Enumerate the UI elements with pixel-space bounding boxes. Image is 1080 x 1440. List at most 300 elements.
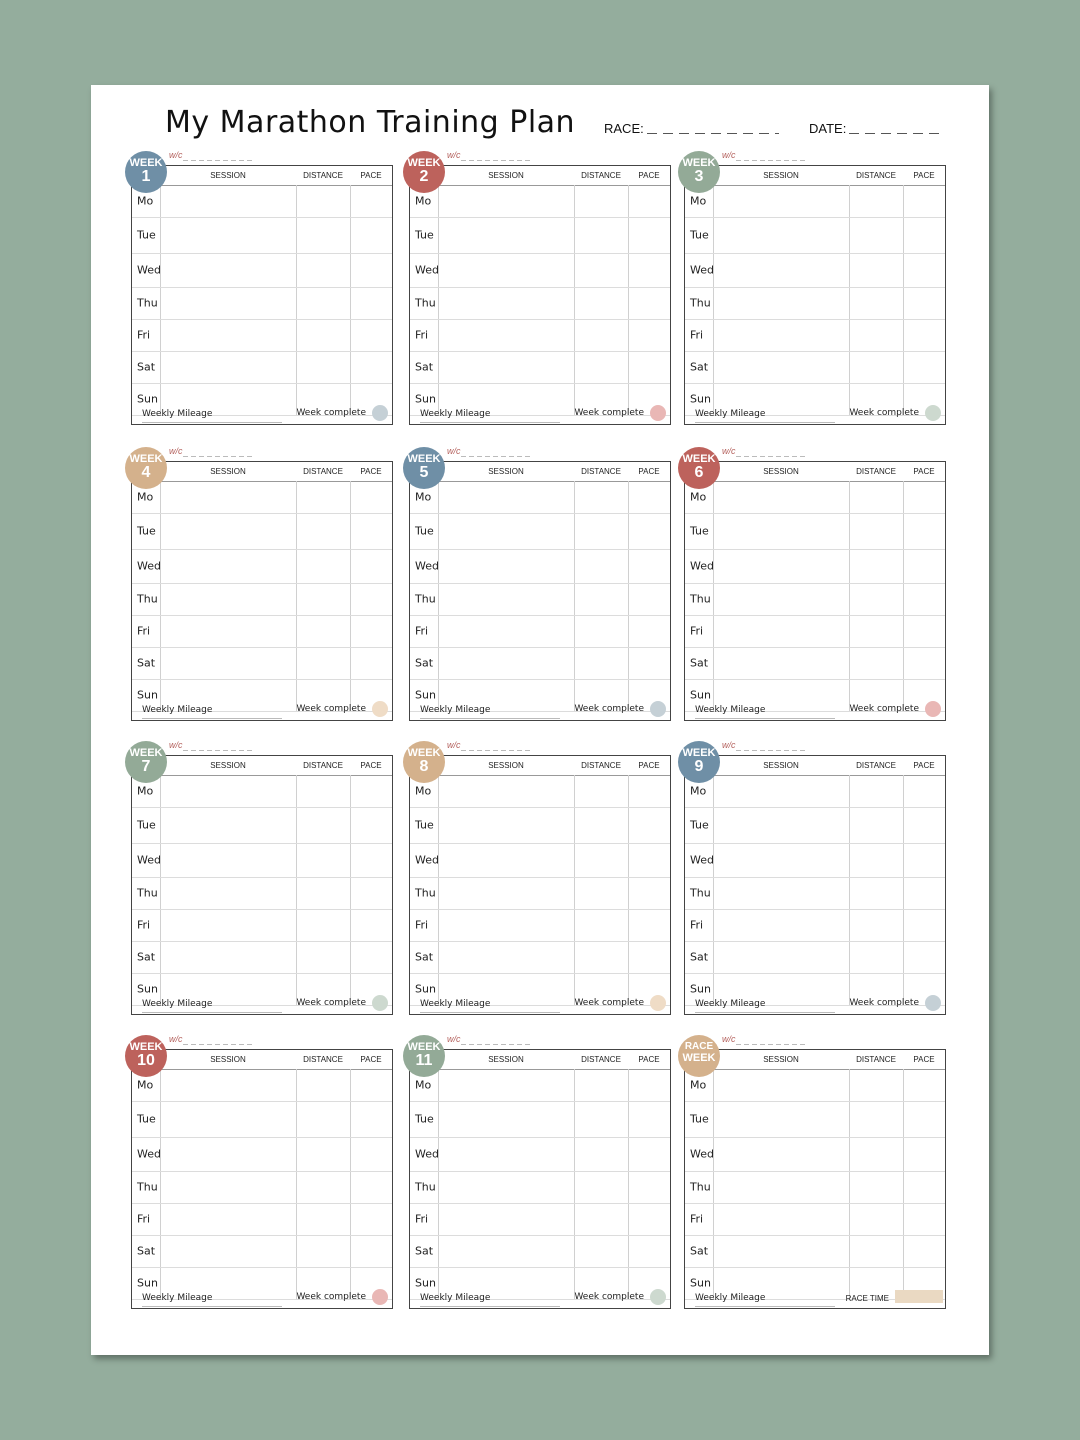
week-complete-label: Week complete	[574, 1292, 644, 1302]
pace-header: PACE	[913, 1055, 935, 1064]
week-badge	[678, 151, 720, 193]
day-row[interactable]	[685, 941, 945, 974]
weekly-mileage-blank[interactable]	[695, 1012, 835, 1013]
weekly-mileage-blank[interactable]	[420, 1306, 560, 1307]
day-row[interactable]	[410, 351, 670, 384]
day-label: Fri	[690, 1212, 704, 1226]
day-row[interactable]	[132, 615, 392, 648]
pace-header: PACE	[638, 761, 660, 770]
day-label: Sat	[415, 656, 434, 670]
weekly-mileage-label: Weekly Mileage	[420, 999, 491, 1009]
day-label: Mo	[415, 490, 432, 504]
weekly-mileage-blank[interactable]	[142, 718, 282, 719]
week-table	[131, 755, 393, 1015]
distance-header: DISTANCE	[581, 171, 621, 180]
pace-header: PACE	[638, 171, 660, 180]
day-row[interactable]	[685, 877, 945, 910]
day-label: Sun	[415, 688, 436, 702]
day-label: Sun	[690, 982, 711, 996]
day-row[interactable]	[685, 583, 945, 616]
day-label: Thu	[690, 296, 711, 310]
week-commencing-label: w/c	[169, 1034, 183, 1044]
day-row[interactable]	[132, 775, 392, 808]
day-row[interactable]	[685, 647, 945, 680]
week-complete-checkbox[interactable]	[925, 995, 941, 1011]
week-complete-label: Week complete	[296, 408, 366, 418]
day-row[interactable]	[410, 843, 670, 878]
session-header: SESSION	[488, 467, 524, 476]
day-label: Wed	[415, 263, 439, 277]
day-row[interactable]	[410, 1235, 670, 1268]
day-label: Thu	[415, 1180, 436, 1194]
distance-header: DISTANCE	[303, 467, 343, 476]
week-commencing-blank[interactable]	[736, 456, 806, 457]
week-commencing-label: w/c	[447, 150, 461, 160]
week-complete-checkbox[interactable]	[372, 405, 388, 421]
day-row[interactable]	[132, 319, 392, 352]
week-table	[684, 165, 946, 425]
day-row[interactable]	[132, 647, 392, 680]
day-label: Sun	[415, 1276, 436, 1290]
session-header: SESSION	[763, 761, 799, 770]
week-footer	[132, 992, 392, 1014]
weekly-mileage-blank[interactable]	[142, 422, 282, 423]
session-header: SESSION	[488, 761, 524, 770]
week-table	[684, 461, 946, 721]
distance-header: DISTANCE	[856, 761, 896, 770]
day-label: Sun	[137, 688, 158, 702]
day-label: Wed	[415, 1147, 439, 1161]
day-row[interactable]	[685, 319, 945, 352]
day-row[interactable]	[410, 319, 670, 352]
week-complete-checkbox[interactable]	[650, 701, 666, 717]
distance-header: DISTANCE	[303, 761, 343, 770]
week-footer	[410, 698, 670, 720]
day-row[interactable]	[410, 647, 670, 680]
week-complete-label: Week complete	[849, 408, 919, 418]
day-label: Sat	[415, 360, 434, 374]
day-row[interactable]	[685, 1203, 945, 1236]
week-badge-number: WEEK	[682, 1052, 716, 1064]
week-complete-label: Week complete	[849, 998, 919, 1008]
day-label: Mo	[690, 490, 707, 504]
weekly-mileage-label: Weekly Mileage	[695, 999, 766, 1009]
day-row[interactable]	[685, 287, 945, 320]
day-label: Sat	[690, 1244, 709, 1258]
day-label: Tue	[690, 1112, 709, 1126]
day-row[interactable]	[410, 217, 670, 254]
week-block	[407, 446, 671, 721]
day-row[interactable]	[132, 877, 392, 910]
week-block	[682, 150, 946, 425]
day-label: Mo	[690, 784, 707, 798]
week-commencing-label: w/c	[169, 150, 183, 160]
week-badge	[678, 447, 720, 489]
day-row[interactable]	[132, 583, 392, 616]
week-complete-checkbox[interactable]	[372, 1289, 388, 1305]
day-row[interactable]	[410, 1171, 670, 1204]
day-label: Fri	[137, 624, 151, 638]
weekly-mileage-label: Weekly Mileage	[142, 705, 213, 715]
day-label: Tue	[137, 228, 156, 242]
day-label: Wed	[690, 263, 714, 277]
week-footer	[410, 992, 670, 1014]
day-label: Wed	[137, 263, 161, 277]
day-label: Fri	[137, 1212, 151, 1226]
day-label: Mo	[415, 194, 432, 208]
weekly-mileage-blank[interactable]	[420, 1012, 560, 1013]
day-label: Sat	[415, 950, 434, 964]
day-row[interactable]	[132, 1171, 392, 1204]
day-label: Mo	[690, 1078, 707, 1092]
day-row[interactable]	[685, 1101, 945, 1138]
week-complete-label: Week complete	[296, 1292, 366, 1302]
session-header: SESSION	[763, 467, 799, 476]
day-label: Sat	[137, 656, 156, 670]
week-badge-number: 11	[415, 1052, 433, 1069]
session-header: SESSION	[488, 171, 524, 180]
week-complete-label: Week complete	[574, 704, 644, 714]
day-label: Tue	[415, 524, 434, 538]
weekly-mileage-label: Weekly Mileage	[695, 1293, 766, 1303]
week-badge-number: 8	[419, 758, 429, 775]
day-row[interactable]	[132, 843, 392, 878]
day-label: Tue	[690, 524, 709, 538]
week-footer	[685, 992, 945, 1014]
week-commencing-blank[interactable]	[461, 456, 531, 457]
distance-header: DISTANCE	[581, 467, 621, 476]
weekly-mileage-label: Weekly Mileage	[695, 409, 766, 419]
week-commencing-blank[interactable]	[183, 1044, 253, 1045]
day-row[interactable]	[132, 909, 392, 942]
day-label: Sat	[690, 360, 709, 374]
day-label: Sun	[415, 392, 436, 406]
week-complete-label: Week complete	[296, 704, 366, 714]
day-label: Wed	[690, 559, 714, 573]
session-header: SESSION	[763, 171, 799, 180]
day-row[interactable]	[685, 807, 945, 844]
week-badge	[125, 447, 167, 489]
day-label: Sun	[137, 392, 158, 406]
race-blank[interactable]	[647, 133, 779, 134]
day-row[interactable]	[132, 253, 392, 288]
week-badge-top: WEEK	[407, 1041, 441, 1053]
week-complete-checkbox[interactable]	[650, 995, 666, 1011]
pace-header: PACE	[913, 467, 935, 476]
day-row[interactable]	[410, 583, 670, 616]
pace-header: PACE	[638, 1055, 660, 1064]
day-label: Fri	[690, 328, 704, 342]
day-row[interactable]	[685, 1171, 945, 1204]
day-label: Tue	[415, 1112, 434, 1126]
day-label: Tue	[137, 1112, 156, 1126]
week-footer	[410, 402, 670, 424]
day-row[interactable]	[685, 615, 945, 648]
day-label: Wed	[415, 853, 439, 867]
day-label: Mo	[415, 1078, 432, 1092]
day-label: Tue	[690, 818, 709, 832]
column-header	[132, 1050, 392, 1070]
day-row[interactable]	[685, 481, 945, 514]
day-label: Wed	[690, 853, 714, 867]
weekly-mileage-blank[interactable]	[420, 718, 560, 719]
weekly-mileage-blank[interactable]	[142, 1306, 282, 1307]
day-label: Tue	[690, 228, 709, 242]
day-label: Sat	[415, 1244, 434, 1258]
week-commencing-blank[interactable]	[183, 750, 253, 751]
day-row[interactable]	[685, 217, 945, 254]
day-label: Fri	[415, 918, 429, 932]
week-commencing-label: w/c	[447, 740, 461, 750]
day-label: Thu	[415, 886, 436, 900]
week-footer	[132, 698, 392, 720]
day-row[interactable]	[685, 351, 945, 384]
day-row[interactable]	[410, 775, 670, 808]
day-label: Fri	[415, 328, 429, 342]
week-badge	[403, 1035, 445, 1077]
week-badge-top: WEEK	[407, 157, 441, 169]
week-badge-top: WEEK	[682, 453, 716, 465]
day-row[interactable]	[685, 1235, 945, 1268]
session-header: SESSION	[210, 1055, 246, 1064]
distance-header: DISTANCE	[581, 1055, 621, 1064]
week-table	[409, 461, 671, 721]
week-badge	[125, 151, 167, 193]
day-label: Tue	[415, 228, 434, 242]
day-row[interactable]	[132, 1235, 392, 1268]
day-row[interactable]	[132, 549, 392, 584]
week-badge-top: WEEK	[129, 747, 163, 759]
week-badge-top: WEEK	[682, 157, 716, 169]
day-row[interactable]	[410, 1203, 670, 1236]
week-badge-number: 5	[419, 464, 429, 481]
day-row[interactable]	[410, 287, 670, 320]
week-block	[129, 446, 393, 721]
day-row[interactable]	[410, 877, 670, 910]
day-label: Mo	[137, 194, 154, 208]
date-field[interactable]	[809, 121, 943, 136]
day-label: Thu	[137, 296, 158, 310]
week-block	[407, 740, 671, 1015]
day-row[interactable]	[132, 941, 392, 974]
week-commencing-blank[interactable]	[183, 160, 253, 161]
week-badge-number: 1	[141, 168, 151, 185]
pace-header: PACE	[913, 761, 935, 770]
week-badge-number: 3	[694, 168, 704, 185]
day-row[interactable]	[132, 807, 392, 844]
week-badge-top: WEEK	[129, 157, 163, 169]
week-footer	[685, 1286, 945, 1308]
weekly-mileage-label: Weekly Mileage	[695, 705, 766, 715]
day-row[interactable]	[410, 1137, 670, 1172]
day-row[interactable]	[685, 775, 945, 808]
week-block	[682, 740, 946, 1015]
session-header: SESSION	[763, 1055, 799, 1064]
column-header	[410, 166, 670, 186]
week-badge-top: RACE	[684, 1041, 714, 1052]
day-label: Sun	[690, 688, 711, 702]
day-label: Fri	[137, 328, 151, 342]
day-label: Wed	[137, 559, 161, 573]
weekly-mileage-blank[interactable]	[142, 1012, 282, 1013]
week-block	[407, 1034, 671, 1309]
race-time-box[interactable]	[895, 1290, 943, 1303]
week-commencing-label: w/c	[169, 446, 183, 456]
week-complete-label: Week complete	[574, 998, 644, 1008]
distance-header: DISTANCE	[856, 1055, 896, 1064]
day-row[interactable]	[132, 1137, 392, 1172]
week-complete-label: Week complete	[296, 998, 366, 1008]
session-header: SESSION	[210, 171, 246, 180]
day-row[interactable]	[410, 185, 670, 218]
week-badge	[678, 1035, 720, 1077]
week-badge	[125, 741, 167, 783]
day-label: Fri	[415, 624, 429, 638]
column-header	[410, 462, 670, 482]
day-label: Sat	[137, 360, 156, 374]
week-footer	[132, 1286, 392, 1308]
day-label: Mo	[137, 1078, 154, 1092]
week-complete-checkbox[interactable]	[372, 701, 388, 717]
weekly-mileage-blank[interactable]	[695, 1306, 835, 1307]
day-row[interactable]	[685, 1069, 945, 1102]
day-label: Thu	[137, 592, 158, 606]
day-row[interactable]	[410, 1069, 670, 1102]
day-row[interactable]	[685, 843, 945, 878]
week-commencing-blank[interactable]	[736, 160, 806, 161]
day-row[interactable]	[132, 351, 392, 384]
day-label: Mo	[137, 490, 154, 504]
page-title: My Marathon Training Plan	[165, 105, 576, 140]
week-table	[131, 461, 393, 721]
week-commencing-blank[interactable]	[461, 750, 531, 751]
week-complete-checkbox[interactable]	[925, 405, 941, 421]
week-commencing-blank[interactable]	[461, 160, 531, 161]
day-row[interactable]	[410, 513, 670, 550]
week-commencing-blank[interactable]	[736, 1044, 806, 1045]
week-badge	[403, 447, 445, 489]
week-commencing-label: w/c	[447, 446, 461, 456]
week-block	[682, 446, 946, 721]
day-row[interactable]	[410, 253, 670, 288]
distance-header: DISTANCE	[303, 1055, 343, 1064]
day-row[interactable]	[132, 1069, 392, 1102]
week-footer	[410, 1286, 670, 1308]
day-label: Sun	[415, 982, 436, 996]
day-label: Fri	[690, 624, 704, 638]
race-time-label: RACE TIME	[845, 1294, 889, 1303]
day-row[interactable]	[132, 287, 392, 320]
day-label: Sat	[690, 950, 709, 964]
week-badge-top: WEEK	[129, 453, 163, 465]
day-row[interactable]	[410, 1101, 670, 1138]
week-complete-checkbox[interactable]	[372, 995, 388, 1011]
day-row[interactable]	[132, 1203, 392, 1236]
pace-header: PACE	[360, 1055, 382, 1064]
week-complete-checkbox[interactable]	[650, 1289, 666, 1305]
week-block	[407, 150, 671, 425]
week-commencing-label: w/c	[722, 150, 736, 160]
week-block	[129, 1034, 393, 1309]
weekly-mileage-label: Weekly Mileage	[420, 705, 491, 715]
week-commencing-blank[interactable]	[461, 1044, 531, 1045]
distance-header: DISTANCE	[303, 171, 343, 180]
column-header	[132, 462, 392, 482]
day-row[interactable]	[132, 481, 392, 514]
week-badge-number: 2	[419, 168, 429, 185]
day-row[interactable]	[132, 1101, 392, 1138]
day-row[interactable]	[410, 615, 670, 648]
day-label: Sat	[137, 1244, 156, 1258]
week-commencing-blank[interactable]	[183, 456, 253, 457]
race-field[interactable]	[604, 121, 779, 136]
day-row[interactable]	[410, 481, 670, 514]
weekly-mileage-blank[interactable]	[695, 718, 835, 719]
day-row[interactable]	[410, 909, 670, 942]
day-row[interactable]	[132, 217, 392, 254]
week-commencing-label: w/c	[169, 740, 183, 750]
weekly-mileage-label: Weekly Mileage	[142, 409, 213, 419]
day-row[interactable]	[685, 253, 945, 288]
week-commencing-label: w/c	[722, 1034, 736, 1044]
column-header	[410, 1050, 670, 1070]
day-label: Thu	[137, 1180, 158, 1194]
week-commencing-label: w/c	[722, 446, 736, 456]
week-complete-checkbox[interactable]	[925, 701, 941, 717]
weekly-mileage-label: Weekly Mileage	[420, 1293, 491, 1303]
week-table	[131, 165, 393, 425]
column-header	[685, 462, 945, 482]
day-label: Thu	[690, 1180, 711, 1194]
day-label: Sun	[137, 1276, 158, 1290]
week-block	[129, 740, 393, 1015]
distance-header: DISTANCE	[856, 467, 896, 476]
week-complete-checkbox[interactable]	[650, 405, 666, 421]
day-label: Tue	[415, 818, 434, 832]
week-table	[409, 165, 671, 425]
distance-header: DISTANCE	[581, 761, 621, 770]
day-row[interactable]	[410, 549, 670, 584]
day-row[interactable]	[685, 549, 945, 584]
week-table	[684, 755, 946, 1015]
column-header	[410, 756, 670, 776]
day-row[interactable]	[132, 513, 392, 550]
week-commencing-blank[interactable]	[736, 750, 806, 751]
day-row[interactable]	[410, 807, 670, 844]
day-label: Mo	[690, 194, 707, 208]
week-footer	[685, 698, 945, 720]
day-label: Wed	[415, 559, 439, 573]
day-row[interactable]	[685, 185, 945, 218]
week-badge-number: 6	[694, 464, 704, 481]
week-table	[409, 1049, 671, 1309]
day-row[interactable]	[685, 1137, 945, 1172]
day-row[interactable]	[410, 941, 670, 974]
session-header: SESSION	[488, 1055, 524, 1064]
week-badge-number: 4	[141, 464, 151, 481]
pace-header: PACE	[360, 761, 382, 770]
weekly-mileage-blank[interactable]	[695, 422, 835, 423]
date-blank[interactable]	[849, 133, 943, 134]
day-label: Tue	[137, 818, 156, 832]
weekly-mileage-blank[interactable]	[420, 422, 560, 423]
day-row[interactable]	[685, 513, 945, 550]
pace-header: PACE	[360, 467, 382, 476]
day-row[interactable]	[685, 909, 945, 942]
day-row[interactable]	[132, 185, 392, 218]
week-badge	[125, 1035, 167, 1077]
pace-header: PACE	[913, 171, 935, 180]
